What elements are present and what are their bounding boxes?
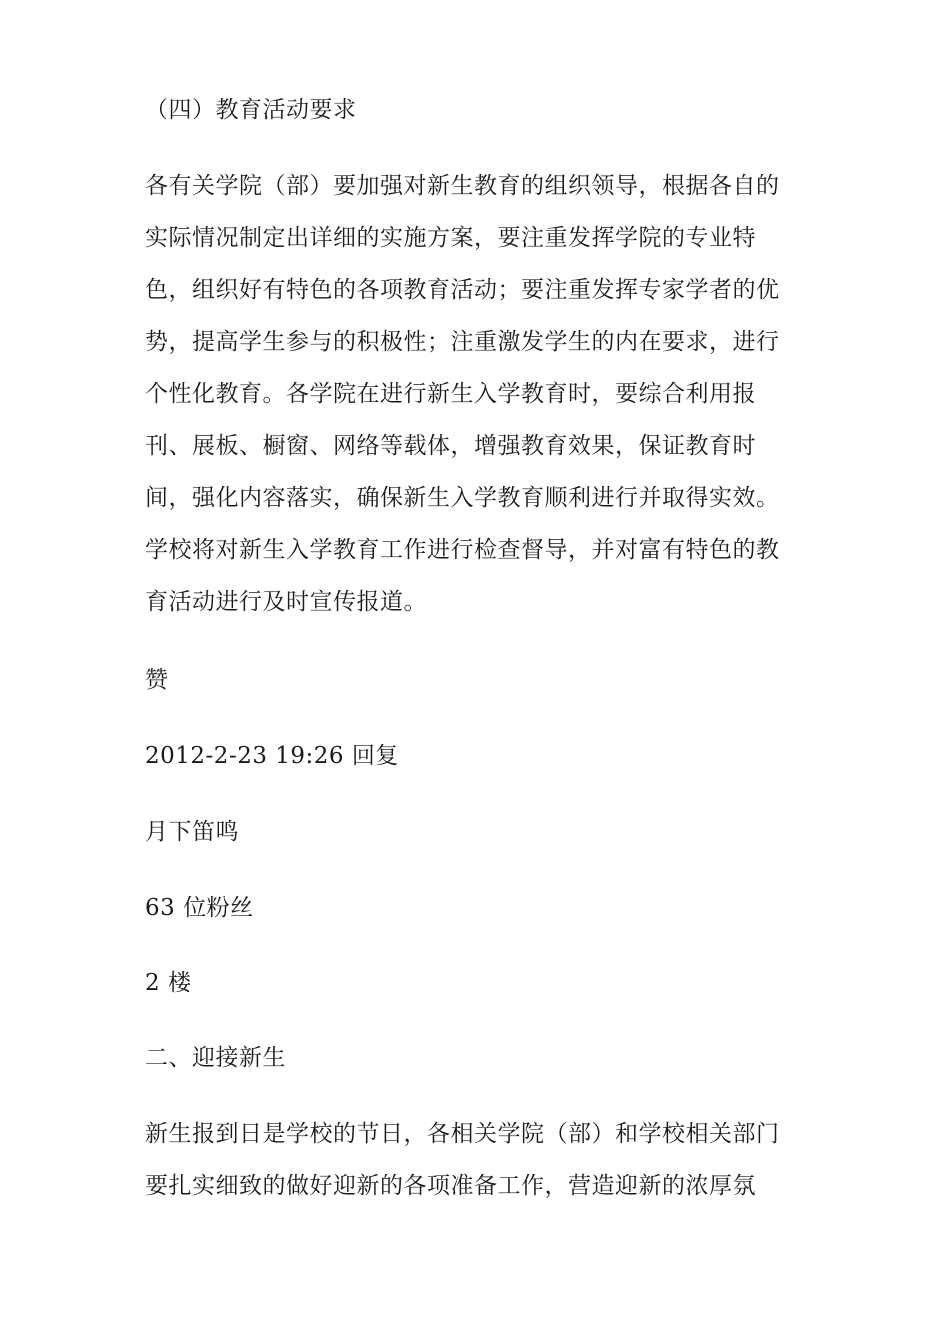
- paragraph-line: 刊、展板、橱窗、网络等载体，增强教育效果，保证教育时: [145, 433, 756, 459]
- paragraph-line: 势，提高学生参与的积极性；注重激发学生的内在要求，进行: [145, 329, 780, 355]
- paragraph-line: 育活动进行及时宣传报道。: [145, 589, 427, 615]
- section-heading: （四）教育活动要求: [145, 97, 357, 123]
- paragraph-line: 各有关学院（部）要加强对新生教育的组织领导，根据各自的: [145, 173, 780, 199]
- username: 月下笛鸣: [145, 819, 239, 845]
- paragraph-line: 要扎实细致的做好迎新的各项准备工作，营造迎新的浓厚氛: [145, 1173, 756, 1199]
- paragraph-line: 学校将对新生入学教育工作进行检查督导，并对富有特色的教: [145, 537, 780, 563]
- like-label: 赞: [145, 667, 169, 693]
- paragraph-line: 色，组织好有特色的各项教育活动；要注重发挥专家学者的优: [145, 277, 780, 303]
- fans-count: 63 位粉丝: [145, 895, 254, 921]
- paragraph-line: 个性化教育。各学院在进行新生入学教育时，要综合利用报: [145, 381, 756, 407]
- reply-meta: 2012-2-23 19:26 回复: [145, 743, 399, 769]
- paragraph-line: 实际情况制定出详细的实施方案，要注重发挥学院的专业特: [145, 225, 756, 251]
- section-heading-2: 二、迎接新生: [145, 1045, 286, 1071]
- floor-number: 2 楼: [145, 970, 192, 996]
- paragraph-line: 间，强化内容落实，确保新生入学教育顺利进行并取得实效。: [145, 485, 780, 511]
- paragraph-line: 新生报到日是学校的节日，各相关学院（部）和学校相关部门: [145, 1121, 780, 1147]
